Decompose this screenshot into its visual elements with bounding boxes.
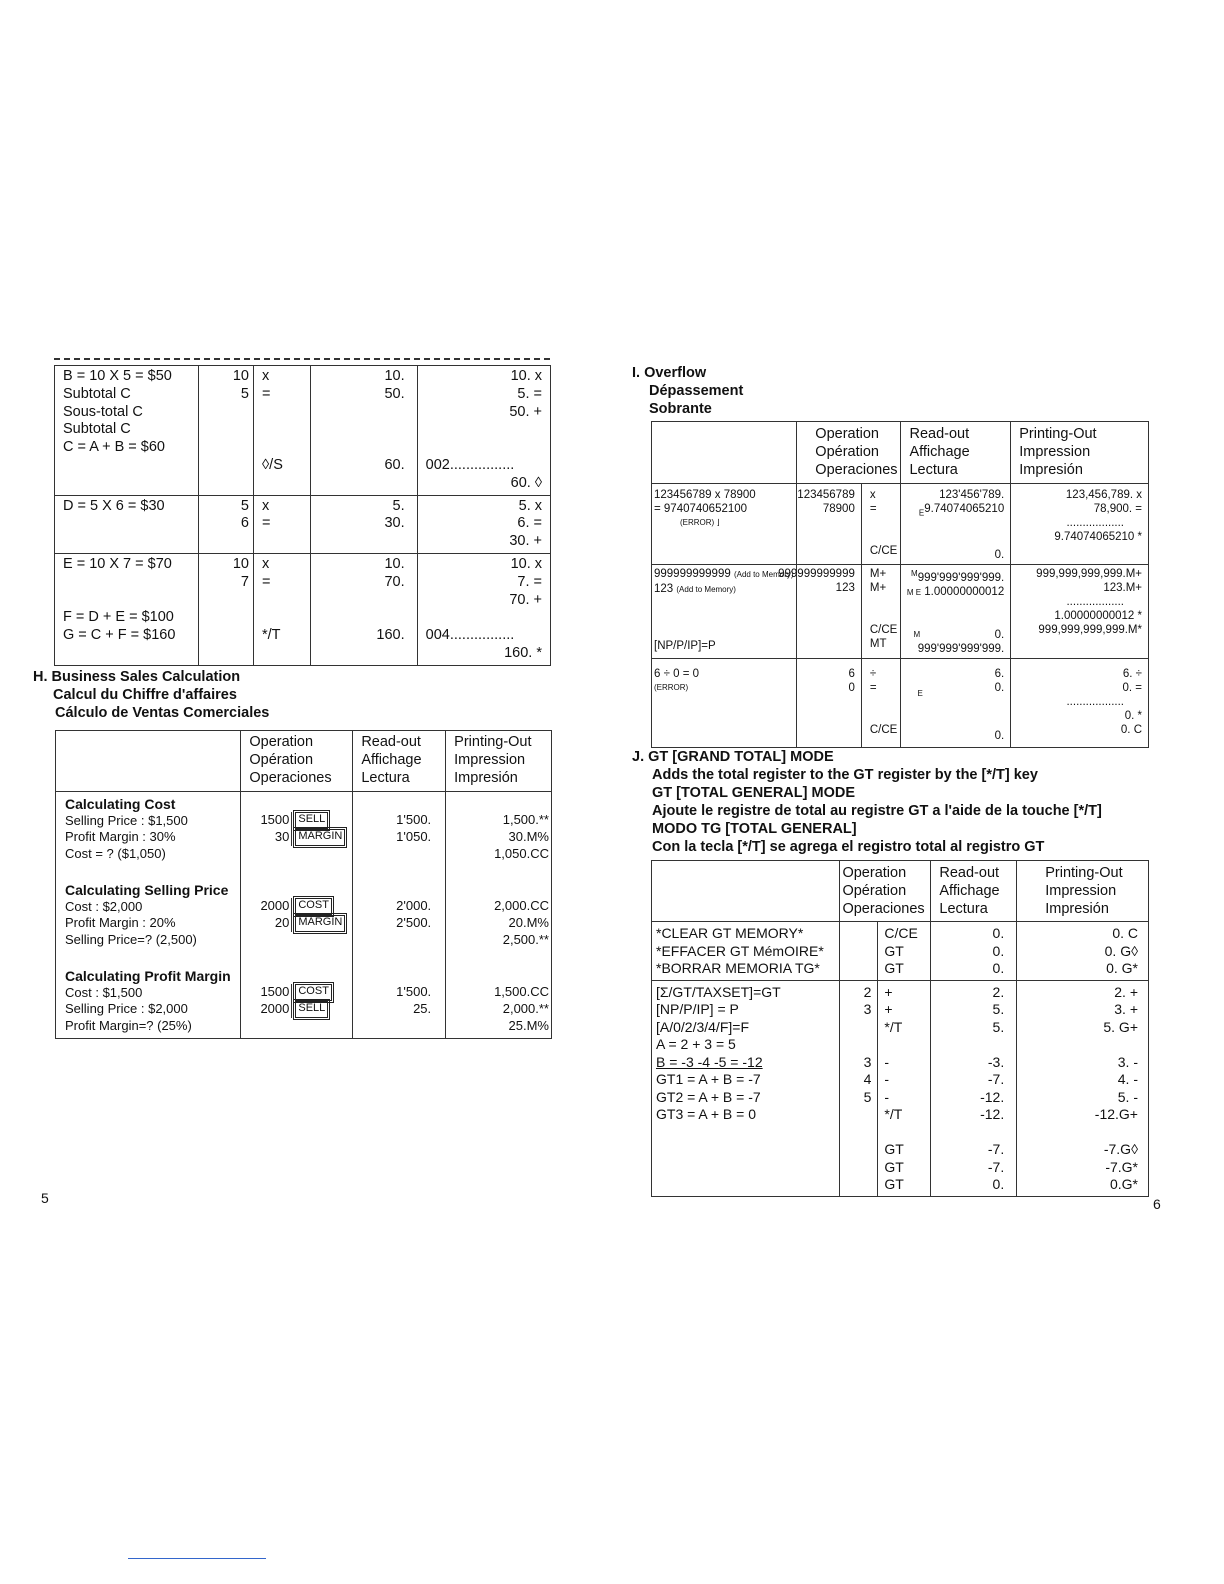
cell-desc: [55, 366, 199, 496]
cell-line: [63, 592, 198, 610]
op-line: [241, 984, 352, 1001]
readout-block: [353, 968, 445, 1038]
cell-print: [417, 495, 550, 553]
cell-line: 3: [863, 1001, 872, 1017]
cell-line: [840, 1176, 871, 1194]
calc-line: Cost : $1,500: [65, 984, 143, 1000]
cell-line: [656, 1159, 839, 1177]
print-value: 20.M%: [508, 915, 549, 930]
divider: [291, 984, 292, 1001]
cell-line: [199, 475, 249, 493]
cell-line: [656, 1124, 839, 1142]
cell-line: [931, 1124, 1004, 1142]
cell-line: 0. C: [1112, 925, 1138, 941]
cell-line: 0. G◊: [1104, 942, 1138, 959]
cell-line: [63, 475, 198, 493]
cell-line: 5. G+: [1103, 1018, 1138, 1035]
cell-line: [840, 1159, 871, 1177]
print-value: 2,000.CC: [494, 898, 549, 913]
divider: [291, 915, 292, 932]
cell-line: [311, 609, 405, 627]
cell-readout: [931, 922, 1017, 981]
cell-line: [262, 421, 310, 439]
calc-line: Profit Margin : 20%: [65, 915, 176, 930]
cell-line: 50.: [384, 385, 405, 402]
cell-line: [262, 609, 310, 627]
cell-line: *CLEAR GT MEMORY*: [656, 925, 804, 941]
print-block: [446, 796, 551, 882]
cell-line: 50. +: [509, 403, 542, 420]
print-value: 1,500.CC: [494, 984, 549, 999]
cell-line: [262, 592, 310, 610]
cell-line: GT2 = A + B = -7: [656, 1088, 761, 1105]
cell-entry: [199, 553, 254, 665]
divider: [291, 829, 292, 846]
table-row: [652, 922, 1149, 981]
cell-line: 0.: [992, 1176, 1005, 1192]
cell-line: */T: [884, 1106, 903, 1122]
cell-entry: [840, 980, 878, 1196]
cell-line: 30.: [384, 515, 405, 532]
cell-line: [931, 1036, 1004, 1054]
cell-line: *BORRAR MEMORIA TG*: [656, 960, 820, 976]
cell-line: 3: [863, 1053, 872, 1070]
cell-line: Subtotal C: [63, 385, 131, 402]
cell-line: [840, 925, 871, 943]
op-line: [241, 898, 352, 915]
cell-line: [1017, 1036, 1138, 1054]
table-row: [55, 553, 551, 665]
section-h-title-fr: Calcul du Chiffre d'affaires: [53, 687, 237, 703]
cell-line: -7.G*: [1105, 1158, 1138, 1175]
cost-key: COST: [295, 898, 332, 915]
cell-line: */T: [262, 627, 281, 644]
cell-line: [63, 515, 198, 533]
cell-line: -: [884, 1071, 890, 1087]
print-value: 1,050.CC: [494, 846, 549, 861]
cell-line: -12.: [980, 1088, 1005, 1105]
overflow-table: [651, 421, 1149, 748]
overflow-group-3: 6 ÷ 0 = 0 (ERROR) 6 0 ÷ = C/CE 6. E 0. 0. 6. ÷ 0. = .................. 0. * 0. C: [652, 659, 1149, 748]
cell-line: G = C + F = $160: [63, 627, 176, 644]
cell-line: 7: [240, 573, 249, 590]
readout-value: 1'500.: [396, 812, 432, 827]
print-value: 25.M%: [508, 1018, 549, 1033]
cell-line: C = A + B = $60: [63, 439, 165, 456]
cell-line: [63, 645, 198, 663]
section-j-line-2: Adds the total register to the GT register by the [*/T] key: [652, 767, 1038, 783]
calc-block: [65, 882, 240, 968]
section-i-title: I. Overflow: [632, 365, 707, 381]
cell-line: 0.: [992, 942, 1005, 959]
subtotal-example-table: [54, 365, 551, 666]
cell-line: [199, 592, 249, 610]
page-number-right: 6: [1153, 1196, 1161, 1212]
cell-line: =: [262, 573, 271, 590]
cell-line: 2. +: [1114, 983, 1138, 1000]
cell-line: GT1 = A + B = -7: [656, 1071, 761, 1087]
cell-readout: [310, 366, 417, 496]
cell-print: [417, 553, 550, 665]
calc-heading: Calculating Cost: [65, 796, 176, 812]
cell-line: +: [884, 983, 893, 1000]
cell-line: ◊/S: [262, 456, 283, 473]
cell-line: [311, 645, 405, 663]
calc-block: [65, 968, 240, 1038]
cell-desc: [652, 922, 840, 981]
cell-line: Subtotal C: [63, 421, 131, 438]
table-row: [55, 366, 551, 496]
cell-line: [199, 404, 249, 422]
cell-line: [840, 1124, 871, 1142]
cell-line: [311, 475, 405, 493]
cell-line: [840, 1106, 871, 1124]
cell-line: [199, 439, 249, 457]
cell-line: 10. x: [510, 368, 542, 384]
cell-line: 10.: [384, 555, 405, 572]
readout-value: 1'050.: [396, 829, 432, 844]
section-j-line-5: MODO TG [TOTAL GENERAL]: [652, 821, 857, 837]
cell-line: 002................: [425, 456, 515, 473]
cell-line: 5: [240, 385, 249, 402]
cell-line: 60. ◊: [510, 474, 542, 491]
calc-heading: Calculating Selling Price: [65, 882, 229, 898]
overflow-group-2: 999999999999 (Add to Memory) 123 (Add to Memory) [NP/P/IP]=P 999999999999 123 M+ M+ C/CE MT $^M$999'999'999'999. M E 1.00000000012 M 0. 999'999'999'999. 999,999,999,999.M+ 123.M+ .................. 1.00000000012 * 999,999,999,999.M*: [652, 565, 1149, 659]
print-block: [446, 968, 551, 1038]
cell-line: 70. +: [509, 591, 542, 608]
cell-line: x: [262, 368, 270, 384]
cell-op: [878, 922, 931, 981]
cell-line: x: [262, 555, 270, 572]
calc-line: Selling Price : $1,500: [65, 812, 188, 828]
cell-line: C/CE: [884, 925, 918, 941]
table-header: Operation Opération Operaciones Read-out Affichage Lectura Printing-Out Impression Impresión: [652, 422, 1149, 484]
divider: [291, 812, 292, 829]
cell-line: [262, 439, 310, 457]
cell-line: 4. -: [1117, 1071, 1138, 1087]
cell-line: [840, 943, 871, 961]
entry-value: 2000: [260, 898, 290, 913]
cell-line: [199, 457, 249, 475]
cell-line: [656, 1141, 839, 1159]
cell-line: [311, 421, 405, 439]
cell-desc: [55, 553, 199, 665]
cell-line: 3. +: [1114, 1001, 1138, 1017]
op-block: [241, 968, 352, 1038]
op-line: [241, 1001, 352, 1018]
cell-line: [63, 457, 198, 475]
page-number-left: 5: [41, 1190, 49, 1206]
sell-key: SELL: [295, 812, 328, 829]
calc-line: Selling Price : $2,000: [65, 1001, 188, 1016]
print-value: 1,500.**: [502, 812, 549, 827]
cell-op: [878, 980, 931, 1196]
cell-line: -3.: [987, 1053, 1005, 1070]
cell-line: [262, 404, 310, 422]
cell-line: [199, 533, 249, 551]
cell-print: [1017, 922, 1149, 981]
entry-value: 1500: [260, 984, 290, 999]
op-line: [241, 915, 352, 932]
readout-value: 2'000.: [396, 898, 432, 913]
print-block: [446, 882, 551, 968]
section-j-line-4: Ajoute le registre de total au registre GT a l'aide de la touche [*/T]: [652, 803, 1102, 819]
cell-line: [63, 574, 198, 592]
cell-line: [199, 421, 249, 439]
section-j-line-3: GT [TOTAL GENERAL] MODE: [652, 785, 855, 801]
entry-value: 30: [274, 829, 290, 844]
margin-key: MARGIN: [295, 829, 345, 846]
entry-value: 20: [274, 915, 290, 930]
print-value: 2,500.**: [502, 932, 549, 947]
calc-line: Selling Price=? (2,500): [65, 931, 197, 947]
cell-line: 6: [240, 515, 249, 532]
cell-line: -7.: [987, 1141, 1005, 1157]
cell-line: [311, 404, 405, 422]
cell-line: [199, 627, 249, 645]
table-header: Operation Opération Operaciones Read-out Affichage Lectura Printing-Out Impression Impresión: [56, 731, 552, 792]
footer-rule: [128, 1558, 266, 1559]
cell-line: 30. +: [509, 533, 542, 550]
print-value: 2,000.**: [502, 1001, 549, 1016]
cell-line: 0.G*: [1109, 1176, 1138, 1192]
cell-line: 2.: [992, 983, 1005, 1000]
sell-key: SELL: [295, 1001, 328, 1018]
cell-line: 6. =: [517, 515, 542, 532]
cell-line: A = 2 + 3 = 5: [656, 1036, 736, 1052]
cell-line: 0. G*: [1106, 960, 1138, 976]
calc-heading: Calculating Profit Margin: [65, 968, 231, 984]
cell-line: 70.: [384, 573, 405, 590]
cell-line: [262, 645, 310, 663]
readout-block: [353, 882, 445, 968]
cell-line: 60.: [384, 456, 405, 473]
cell-line: GT: [884, 1176, 904, 1192]
cell-line: +: [884, 1001, 893, 1017]
cell-line: [840, 960, 871, 978]
cell-line: [840, 1141, 871, 1159]
cell-line: [656, 1176, 839, 1194]
cell-line: 5: [240, 497, 249, 514]
cell-line: [199, 645, 249, 663]
cell-line: -12.G+: [1094, 1106, 1138, 1122]
readout-value: 25.: [413, 1001, 432, 1016]
cell-line: [840, 1019, 871, 1037]
cell-line: 5. x: [518, 497, 542, 514]
entry-value: 1500: [260, 812, 290, 827]
cell-line: =: [262, 385, 271, 402]
cost-key: COST: [295, 984, 332, 1001]
op-block: [241, 796, 352, 882]
readout-block: [353, 796, 445, 882]
cell-line: F = D + E = $100: [63, 609, 174, 626]
cell-line: -7.: [987, 1071, 1005, 1087]
cell-line: 160.: [376, 627, 405, 644]
cell-line: 5. -: [1117, 1088, 1138, 1105]
op-block: [241, 882, 352, 968]
cell-line: [NP/P/IP] = P: [656, 1001, 739, 1017]
margin-key: MARGIN: [295, 915, 345, 932]
cell-op: [254, 495, 311, 553]
cell-line: 10. x: [510, 555, 542, 572]
print-value: 30.M%: [508, 829, 549, 844]
cell-line: */T: [884, 1018, 903, 1035]
cell-line: GT: [884, 1158, 904, 1175]
cell-line: [426, 439, 542, 457]
dashed-top-border: [54, 358, 550, 360]
cell-line: E = 10 X 7 = $70: [63, 555, 172, 572]
cell-line: [Σ/GT/TAXSET]=GT: [656, 983, 781, 1000]
cell-line: B = -3 -4 -5 = -12: [656, 1053, 763, 1070]
cell-line: 0.: [992, 925, 1005, 941]
cell-line: -7.G◊: [1103, 1141, 1138, 1157]
op-line: [241, 812, 352, 829]
cell-line: -7.: [987, 1158, 1005, 1175]
section-i-title-es: Sobrante: [649, 401, 712, 417]
cell-line: D = 5 X 6 = $30: [63, 497, 165, 514]
cell-line: [262, 475, 310, 493]
calc-line: Profit Margin : 30%: [65, 829, 176, 844]
cell-line: [199, 609, 249, 627]
cell-line: [426, 421, 542, 439]
cell-line: x: [262, 497, 270, 514]
calc-line: Profit Margin=? (25%): [65, 1017, 192, 1033]
cell-line: -: [884, 1088, 890, 1105]
business-sales-table: [55, 730, 552, 1039]
cell-op: [254, 366, 311, 496]
section-h-title-es: Cálculo de Ventas Comerciales: [55, 705, 270, 721]
section-h-title: H. Business Sales Calculation: [33, 669, 241, 685]
cell-line: [1017, 1124, 1138, 1142]
section-j-line-6: Con la tecla [*/T] se agrega el registro total al registro GT: [652, 839, 1045, 855]
cell-readout: [310, 495, 417, 553]
entry-value: 2000: [260, 1001, 290, 1016]
cell-line: 3. -: [1117, 1053, 1138, 1070]
cell-line: -12.: [980, 1106, 1005, 1122]
cell-line: -: [884, 1053, 890, 1070]
divider: [291, 1001, 292, 1018]
cell-op: [254, 553, 311, 665]
cell-line: 5: [863, 1088, 872, 1105]
cell-entry: [199, 495, 254, 553]
cell-line: [311, 533, 405, 551]
readout-value: 2'500.: [396, 915, 432, 930]
cell-print: [1017, 980, 1149, 1196]
table-row: [55, 495, 551, 553]
cell-line: 5.: [392, 497, 405, 514]
table-header: Operation Opération Operaciones Read-out Affichage Lectura Printing-Out Impression Impresión: [652, 861, 1149, 922]
cell-line: [311, 592, 405, 610]
cell-line: GT: [884, 960, 904, 976]
cell-line: 10: [232, 368, 249, 384]
cell-line: [884, 1036, 930, 1054]
calc-line: Cost = ? ($1,050): [65, 845, 166, 861]
cell-line: 0.: [992, 960, 1005, 976]
cell-print: [417, 366, 550, 496]
cell-line: 160. *: [504, 644, 542, 661]
gt-mode-table: [651, 860, 1149, 1197]
cell-line: GT: [884, 1141, 904, 1157]
cell-line: 2: [863, 983, 872, 1000]
divider: [291, 898, 292, 915]
cell-line: B = 10 X 5 = $50: [63, 368, 172, 384]
cell-line: =: [262, 515, 271, 532]
cell-line: [840, 1036, 871, 1054]
cell-readout: [310, 553, 417, 665]
cell-line: [426, 609, 542, 627]
cell-line: [884, 1124, 930, 1142]
cell-line: Sous-total C: [63, 403, 143, 420]
cell-line: 5. =: [517, 385, 542, 402]
cell-line: [A/0/2/3/4/F]=F: [656, 1018, 749, 1035]
op-line: [241, 829, 352, 846]
cell-line: 10.: [384, 368, 405, 384]
cell-line: GT: [884, 942, 904, 959]
cell-entry: [840, 922, 878, 981]
cell-line: 7. =: [517, 573, 542, 590]
section-j-title: J. GT [GRAND TOTAL] MODE: [632, 749, 834, 765]
cell-line: GT3 = A + B = 0: [656, 1106, 757, 1122]
cell-line: *EFFACER GT MémOIRE*: [656, 942, 824, 959]
cell-desc: [55, 495, 199, 553]
cell-line: 004................: [425, 627, 515, 644]
table-row: [652, 980, 1149, 1196]
calc-block: [65, 796, 240, 882]
calc-line: Cost : $2,000: [65, 898, 143, 914]
cell-line: 5.: [992, 1001, 1005, 1017]
cell-line: [262, 533, 310, 551]
cell-readout: [931, 980, 1017, 1196]
readout-value: 1'500.: [396, 984, 432, 999]
cell-line: [311, 439, 405, 457]
overflow-group-1: 123456789 x 78900 = 9740740652100 (ERROR) ⌋ 123456789 78900 x = C/CE 123'456'789. $_E$9.74074065210 0. 123,456,789. x 78,900. = .................. 9.74074065210 *: [652, 484, 1149, 565]
cell-line: [63, 533, 198, 551]
section-i-title-fr: Dépassement: [649, 383, 744, 399]
cell-line: 5.: [992, 1018, 1005, 1035]
cell-desc: [652, 980, 840, 1196]
cell-entry: [199, 366, 254, 496]
cell-line: 4: [863, 1071, 872, 1087]
cell-line: 10: [232, 555, 249, 572]
